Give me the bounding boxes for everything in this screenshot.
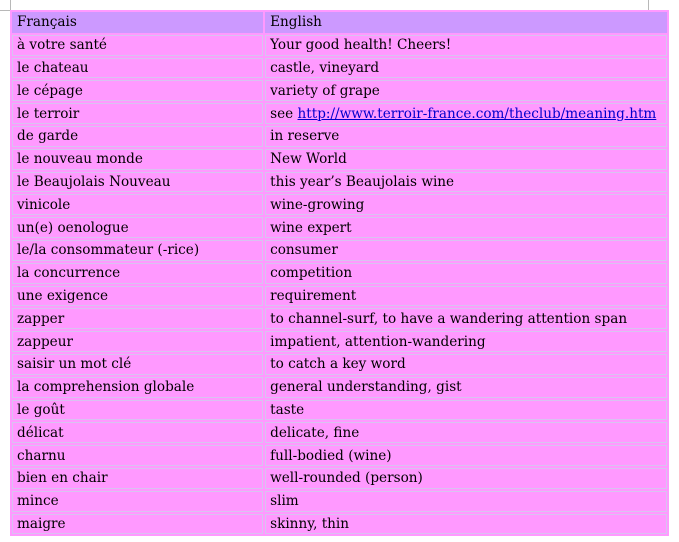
english-translation: delicate, fine (265, 422, 667, 443)
french-term: le nouveau monde (12, 149, 263, 170)
french-term: bien en chair (12, 468, 263, 489)
english-translation: in reserve (265, 126, 667, 147)
header-french: Français (12, 12, 263, 33)
french-term: la concurrence (12, 263, 263, 284)
french-term: mince (12, 491, 263, 512)
french-term: de garde (12, 126, 263, 147)
english-translation (265, 103, 667, 124)
table-row (12, 217, 667, 238)
english-translation: to channel-surf, to have a wandering attention span (265, 308, 667, 329)
french-term: le chateau (12, 58, 263, 79)
english-translation: taste (265, 400, 667, 421)
french-term: zapper (12, 308, 263, 329)
english-translation: variety of grape (265, 80, 667, 101)
french-term: saisir un mot clé (12, 354, 263, 375)
table-row (12, 514, 667, 535)
french-term: zappeur (12, 331, 263, 352)
french-term: le goût (12, 400, 263, 421)
french-term: vinicole (12, 194, 263, 215)
french-term: à votre santé (12, 35, 263, 56)
english-translation: wine-growing (265, 194, 667, 215)
table-row (12, 172, 667, 193)
table-row (12, 126, 667, 147)
french-term: charnu (12, 445, 263, 466)
table-row (12, 445, 667, 466)
french-term: une exigence (12, 286, 263, 307)
english-translation: skinny, thin (265, 514, 667, 535)
french-term: le/la consommateur (-rice) (12, 240, 263, 261)
french-term: le cépage (12, 80, 263, 101)
table-row (12, 331, 667, 352)
french-term: le terroir (12, 103, 263, 124)
english-translation: New World (265, 149, 667, 170)
table-header-row (12, 12, 667, 33)
table-row (12, 149, 667, 170)
english-translation: impatient, attention-wandering (265, 331, 667, 352)
french-term: le Beaujolais Nouveau (12, 172, 263, 193)
header-english: English (265, 12, 667, 33)
table-row (12, 354, 667, 375)
english-translation: slim (265, 491, 667, 512)
english-translation: castle, vineyard (265, 58, 667, 79)
table-row (12, 286, 667, 307)
table-row (12, 491, 667, 512)
english-translation: consumer (265, 240, 667, 261)
table-row (12, 80, 667, 101)
english-translation: competition (265, 263, 667, 284)
english-translation: Your good health! Cheers! (265, 35, 667, 56)
french-term: la comprehension globale (12, 377, 263, 398)
english-translation: wine expert (265, 217, 667, 238)
english-translation: full-bodied (wine) (265, 445, 667, 466)
table-row (12, 468, 667, 489)
french-term: délicat (12, 422, 263, 443)
table-row (12, 308, 667, 329)
table-row (12, 194, 667, 215)
english-translation: requirement (265, 286, 667, 307)
english-translation: general understanding, gist (265, 377, 667, 398)
terroir-link[interactable]: http://www.terroir-france.com/theclub/meaning.htm (297, 105, 657, 122)
table-row (12, 103, 667, 124)
english-translation: this year’s Beaujolais wine (265, 172, 667, 193)
french-term: un(e) oenologue (12, 217, 263, 238)
english-translation: to catch a key word (265, 354, 667, 375)
table-row (12, 422, 667, 443)
table-row (12, 377, 667, 398)
english-translation: well-rounded (person) (265, 468, 667, 489)
table-row (12, 58, 667, 79)
see-prefix: see (270, 105, 298, 122)
table-row (12, 35, 667, 56)
vocabulary-table (10, 10, 669, 536)
french-term: maigre (12, 514, 263, 535)
table-row (12, 400, 667, 421)
table-row (12, 240, 667, 261)
table-row (12, 263, 667, 284)
